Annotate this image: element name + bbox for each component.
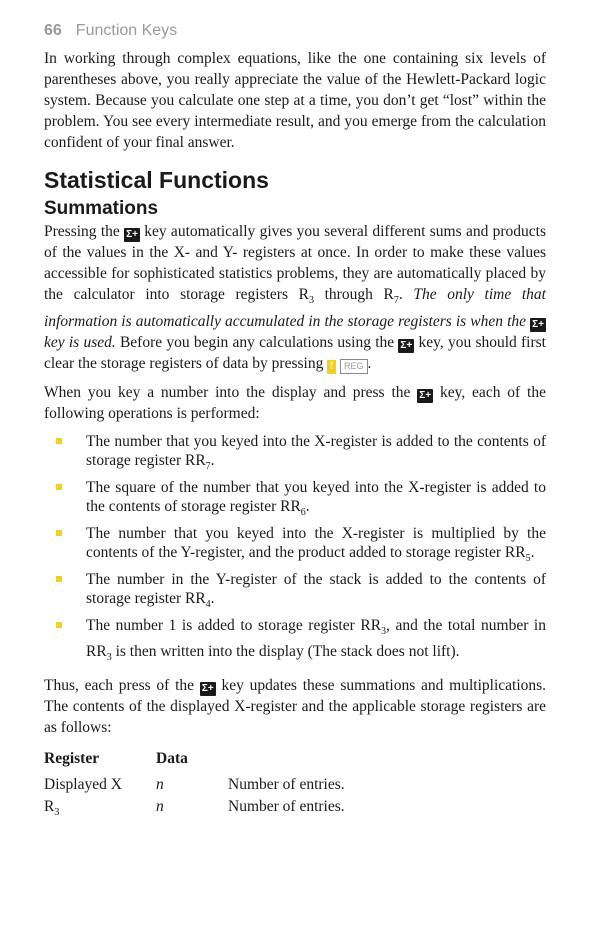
reg-key-icon: REG xyxy=(340,359,368,374)
summations-paragraph xyxy=(44,221,546,374)
sigma-plus-key-icon: Σ+ xyxy=(419,390,432,402)
bullet-icon xyxy=(56,438,62,444)
f-key-icon: f xyxy=(327,360,336,374)
bullet-icon xyxy=(56,484,62,490)
column-header: Register xyxy=(44,749,100,767)
data-cell: n xyxy=(156,775,164,793)
register-cell: R xyxy=(44,797,55,815)
list-item: The square of the number that you keyed into the X-register is added to the contents of storage register $RR_6$. xyxy=(44,478,546,522)
text: Thus, each press of the xyxy=(44,676,195,694)
table-row xyxy=(44,776,345,798)
italic-text: The only time that information is automatically accumulated in the storage registers is when the xyxy=(44,286,546,331)
operations-intro-paragraph xyxy=(44,382,546,424)
sigma-plus-key-icon: Σ+ xyxy=(532,319,544,331)
italic-text: key is used. xyxy=(44,334,116,352)
sigma-plus-key-icon: Σ+ xyxy=(400,340,413,352)
sigma-plus-key-icon: Σ+ xyxy=(126,229,138,240)
bullet-icon xyxy=(56,530,62,536)
list-item: The number 1 is added to storage register $RR_3$, and the total number in $RR_3$ is then written into the display (The stack does not lift). xyxy=(44,616,546,666)
list-item: The number that you keyed into the X-register is added to the contents of storage register $RR_7$. xyxy=(44,432,546,476)
subscript: 3 xyxy=(308,295,314,307)
table-row: $R_3$ n Number of entries. xyxy=(44,797,345,818)
data-cell: n xyxy=(156,797,164,815)
description-cell: Number of entries. xyxy=(228,775,345,793)
list-item: The number in the Y-register of the stack is added to the contents of storage register $RR_4$. xyxy=(44,570,546,614)
intro-paragraph: In working through complex equations, like the one containing six levels of parentheses above, you really appreciate the value of the Hewlett-Packard logic system. Because you calculate one step at a time, you don’t get “lost” within the problem. You see every intermediate result, and you emerge from the calculation confident of your final answer. xyxy=(44,50,546,151)
text: Before you begin any calculations using the xyxy=(115,334,395,352)
sigma-plus-key-icon: Σ+ xyxy=(201,682,214,694)
table-header-row xyxy=(44,750,345,776)
column-header: Data xyxy=(156,749,188,767)
text: When you key a number into the display and press the xyxy=(44,384,411,402)
text: key, you should first clear the storage registers of data by pressing xyxy=(44,334,546,373)
subscript: 7 xyxy=(393,295,399,307)
bullet-icon xyxy=(56,576,62,582)
text: key automatically gives you several different sums and products of the values in the X- and Y- registers at once. In order to make these values accessible for sophisticated statistics problems, they are automatically placed by the calculator into storage registers R xyxy=(44,223,547,303)
list-item: The number that you keyed into the X-register is multiplied by the contents of the Y-register, and the product added to storage register $RR_5$. xyxy=(44,524,546,568)
text: . xyxy=(398,286,414,303)
register-cell: Displayed X xyxy=(44,775,122,793)
text: . xyxy=(367,355,372,373)
text: key updates these summations and multiplications. The contents of the displayed X-register and the applicable storage registers are as follows: xyxy=(44,676,547,736)
operations-list xyxy=(44,432,546,667)
section-title: Function Keys xyxy=(75,22,178,39)
heading-statistical-functions: Statistical Functions xyxy=(44,167,269,193)
register-table xyxy=(44,750,345,820)
description-cell: Number of entries. xyxy=(228,797,345,815)
page xyxy=(44,22,546,820)
text: through R xyxy=(313,286,394,303)
page-header xyxy=(44,22,546,40)
text: key, each of the following operations is performed: xyxy=(44,384,546,423)
summary-paragraph xyxy=(44,675,546,738)
page-number: 66 xyxy=(44,22,62,39)
text: Pressing the xyxy=(44,223,120,240)
heading-summations: Summations xyxy=(44,198,159,219)
bullet-icon xyxy=(56,622,62,628)
